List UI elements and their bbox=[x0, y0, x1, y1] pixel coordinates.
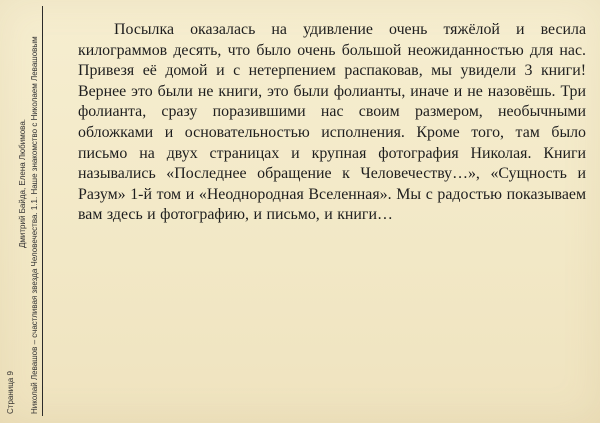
margin-divider bbox=[42, 6, 43, 416]
body-paragraph: Посылка оказалась на удивление очень тяжёлой и весила килограммов десять, что было очень большой неожиданностью для нас. Привезя её домой и с нетерпением распаковав, мы увидели 3 книги! Вернее это были не книги, это были фолианты, иначе и не назовёшь. Три фолианта, сразу поразившими нас своим размером, необычными обложками и основательностью исполнения. Кроме того, там было письмо на двух страницах и крупная фотография Николая. Книги назывались «Последнее обращение к Человечеству…», «Сущность и Разум» 1-й том и «Неоднородная Вселенная». Мы с радостью показываем вам здесь и фотографию, и письмо, и книги… bbox=[78, 21, 586, 224]
page-number-label: Страница 9 bbox=[6, 371, 15, 414]
authors-label: Дмитрий Байда, Елена Любимова. bbox=[18, 118, 27, 248]
book-title-label: Николай Левашов – счастливая звезда Человечества. 1.1. Наше знакомство с Николаем Левашовым bbox=[30, 36, 39, 414]
